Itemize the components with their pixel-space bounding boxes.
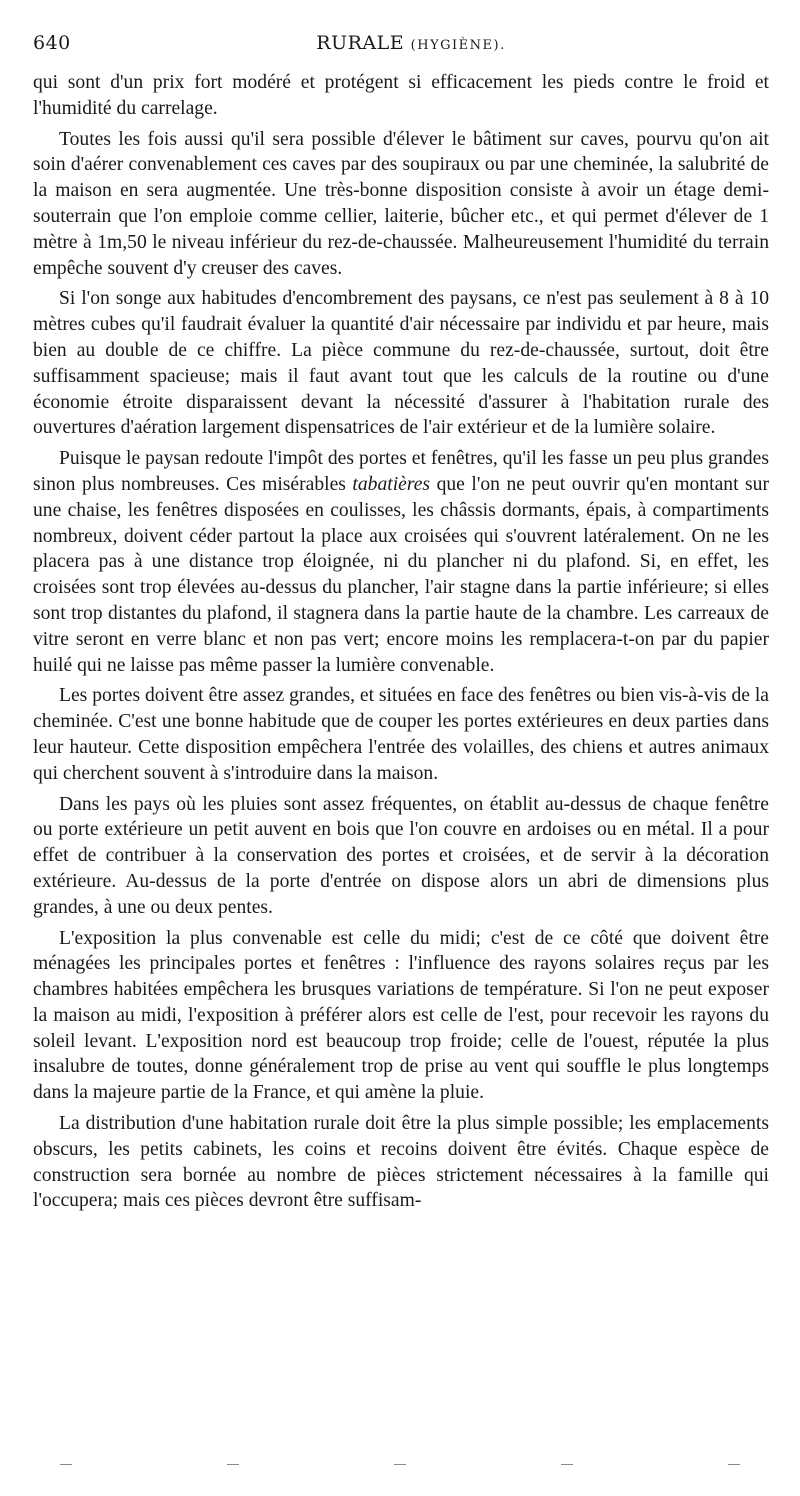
paragraph-rain: Dans les pays où les pluies sont assez fréquentes, on établit au-dessus de chaque fenêtre ou porte extérieure un petit auvent en bois que l'on couvre en ardoises ou en métal. Il a pour effet de contribuer à la conservation des portes et croisées, et de servir à la décoration extérieure. Au-dessus de la porte d'entrée on dispose alors un abri de dimensions plus grandes, à une ou deux pentes. — [33, 793, 769, 918]
paragraph-air: Si l'on songe aux habitudes d'encombrement des paysans, ce n'est pas seulement à 8 à 10 mètres cubes qu'il faudrait évaluer la quantité d'air nécessaire par individu et par heure, mais bien au double de ce chiffre. La pièce commune du rez-de-chaussée, surtout, doit être suffisamment spacieuse; mais il faut avant tout que les calculs de la routine ou d'une économie étroite disparaissent devant la nécessité d'assurer à l'habitation rurale des ouvertures d'aération largement dispensatrices de l'air extérieur et de la lumière solaire. — [33, 288, 769, 439]
footer-mark — [561, 1464, 573, 1465]
running-head — [33, 32, 769, 54]
paragraph-windows-part1: Puisque le paysan redoute l'impôt des portes et fenêtres, qu'il les fasse un peu plus grandes sinon plus nombreuses. Ces misérables — [33, 448, 769, 495]
paragraph-windows-part2: que l'on ne peut ouvrir qu'en montant sur une chaise, les fenêtres disposées en coulisses, les châssis dormants, épais, à compartiments nombreux, doivent céder partout la place aux croisées qui s'ouvrent latéralement. On ne les placera pas à une distance trop éloignée, ni du plancher ni du plafond. Si, en effet, les croisées sont trop élevées au-dessus du plancher, l'air stagne dans la partie inférieure; si elles sont trop distantes du plafond, il stagnera dans la partie haute de la chambre. Les carreaux de vitre seront en verre blanc et non pas vert; encore moins les remplacera-t-on par du papier huilé qui ne laisse pas même passer la lumière convenable. — [33, 473, 769, 676]
footer-marks — [60, 1462, 740, 1466]
document-page — [33, 28, 769, 1219]
page-number: 640 — [33, 32, 71, 54]
running-head-title: RURALE — [316, 32, 405, 54]
paragraph-windows — [33, 446, 769, 678]
page-header — [33, 28, 769, 58]
body-text — [33, 70, 769, 1214]
paragraph-caves: Toutes les fois aussi qu'il sera possible d'élever le bâtiment sur caves, pourvu qu'on ait soin d'aérer convenablement ces caves par des soupiraux ou par une cheminée, la salubrité de la maison en sera augmentée. Une très-bonne disposition consiste à avoir un étage demi-souterrain que l'on emploie comme cellier, laiterie, bûcher etc., et qui permet d'élever de 1 mètre à 1m,50 le niveau inférieur du rez-de-chaussée. Malheureusement l'humidité du terrain empêche souvent d'y creuser des caves. — [33, 128, 769, 279]
paragraph-exposure: L'exposition la plus convenable est celle du midi; c'est de ce côté que doivent être ménagées les principales portes et fenêtres : l'influence des rayons solaires reçus par les chambres habitées empêchera les brusques variations de température. Si l'on ne peut exposer la maison au midi, l'exposition à préférer alors est celle de l'est, pour recevoir les rayons du soleil levant. L'exposition nord est beaucoup trop froide; celle de l'ouest, réputée la plus insalubre de toutes, donne généralement trop de prise au vent qui souffle le plus longtemps dans la majeure partie de la France, et qui amène la pluie. — [33, 927, 769, 1104]
running-head-subtitle: (HYGIÈNE). — [410, 38, 506, 53]
footer-mark — [394, 1464, 406, 1465]
footer-mark — [728, 1464, 740, 1465]
footer-mark — [227, 1464, 239, 1465]
footer-mark — [60, 1464, 72, 1465]
paragraph-continued: qui sont d'un prix fort modéré et protégent si efficacement les pieds contre le froid et l'humidité du carrelage. — [33, 72, 769, 119]
paragraph-windows-italic: tabatières — [352, 473, 431, 495]
paragraph-doors: Les portes doivent être assez grandes, et situées en face des fenêtres ou bien vis-à-vis de la cheminée. C'est une bonne habitude que de couper les portes extérieures en deux parties dans leur hauteur. Cette disposition empêchera l'entrée des volailles, des chiens et autres animaux qui cherchent souvent à s'introduire dans la maison. — [33, 685, 769, 784]
paragraph-distribution: La distribution d'une habitation rurale doit être la plus simple possible; les emplacements obscurs, les petits cabinets, les coins et recoins doivent être évités. Chaque espèce de construction sera bornée au nombre de pièces strictement nécessaires à la famille qui l'occupera; mais ces pièces devront être suffisam- — [33, 1113, 769, 1212]
